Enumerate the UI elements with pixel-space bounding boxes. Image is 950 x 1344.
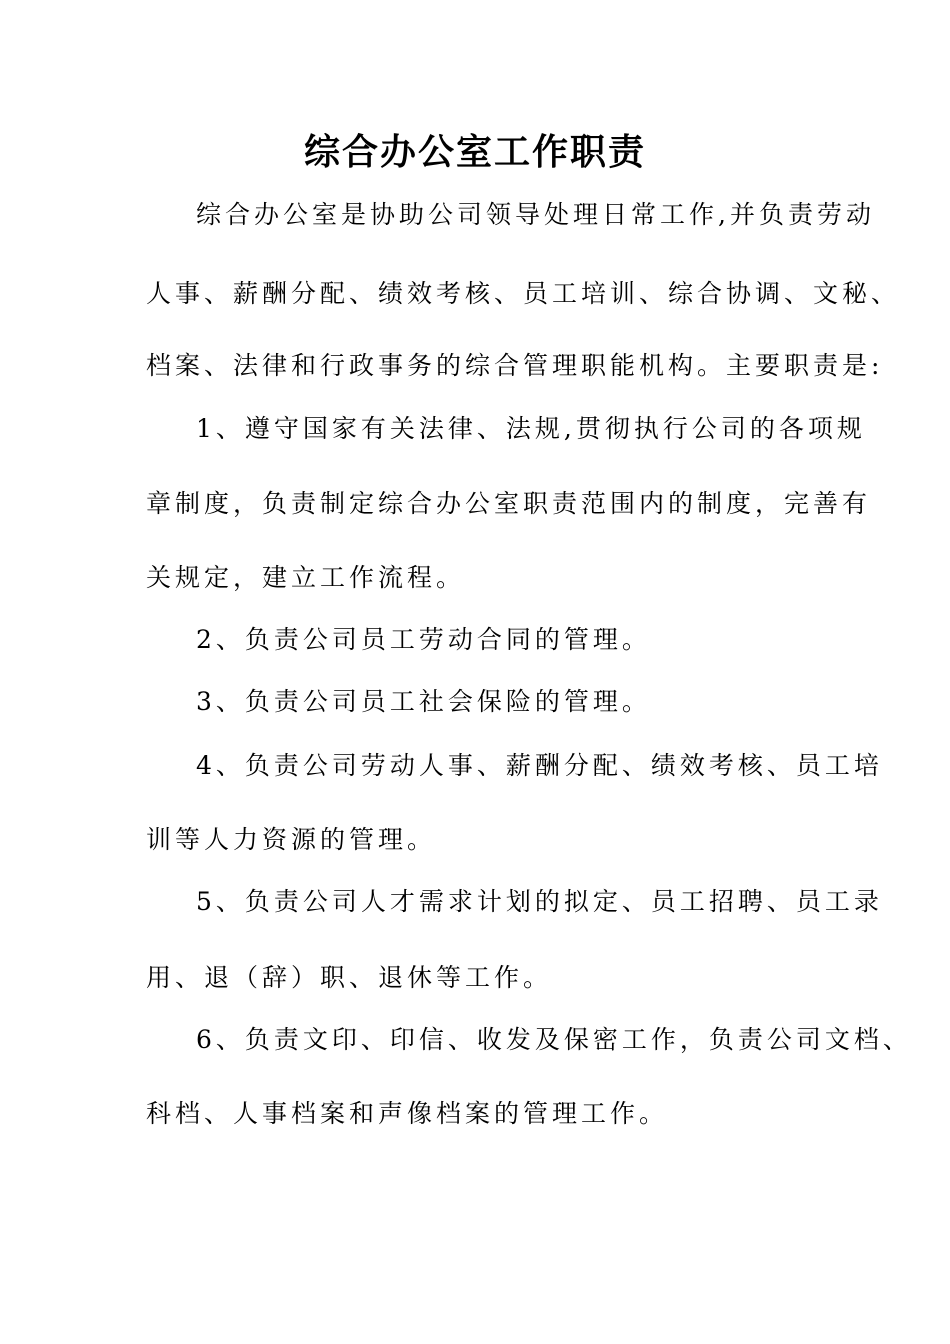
- item-1-line-2: 章制度，负责制定综合办公室职责范围内的制度，完善有: [146, 489, 872, 518]
- item-2-line: 2、负责公司员工劳动合同的管理。: [196, 625, 651, 654]
- item-4-line-2: 训等人力资源的管理。: [146, 825, 437, 854]
- body-line-1: 综合办公室是协助公司领导处理日常工作,并负责劳动: [196, 200, 875, 229]
- item-3-line: 3、负责公司员工社会保险的管理。: [196, 687, 651, 716]
- item-1-line-1: 1、遵守国家有关法律、法规,贯彻执行公司的各项规: [196, 414, 866, 443]
- item-4-line-1: 4、负责公司劳动人事、薪酬分配、绩效考核、员工培: [196, 751, 883, 780]
- body-line-2: 人事、薪酬分配、绩效考核、员工培训、综合协调、文秘、: [146, 279, 901, 308]
- body-line-3: 档案、法律和行政事务的综合管理职能机构。主要职责是:: [146, 351, 884, 380]
- item-1-line-3: 关规定，建立工作流程。: [146, 563, 466, 592]
- item-6-line-1: 6、负责文印、印信、收发及保密工作，负责公司文档、: [196, 1025, 912, 1054]
- document-title: 综合办公室工作职责: [303, 131, 646, 173]
- item-5-line-1: 5、负责公司人才需求计划的拟定、员工招聘、员工录: [196, 887, 883, 916]
- item-5-line-2: 用、退（辞）职、退休等工作。: [146, 963, 553, 992]
- item-6-line-2: 科档、人事档案和声像档案的管理工作。: [146, 1099, 669, 1128]
